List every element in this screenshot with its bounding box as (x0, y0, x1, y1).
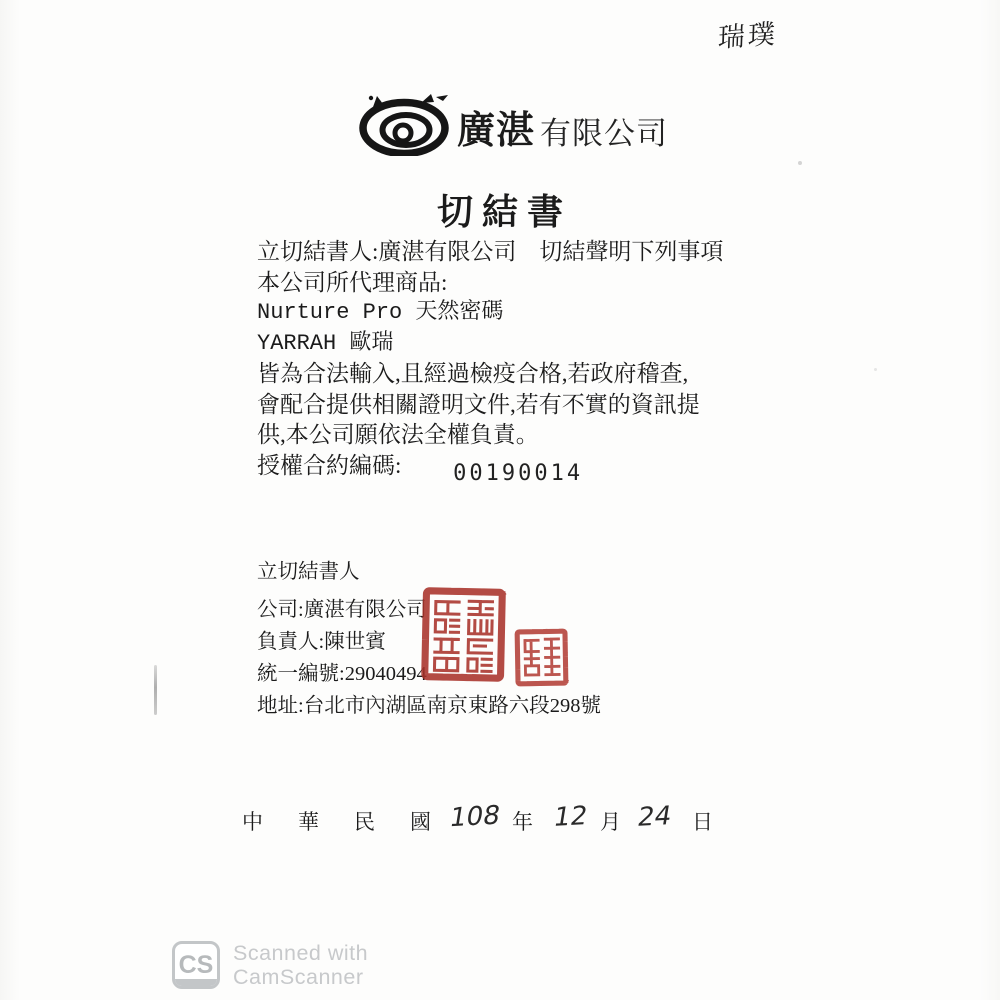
authorization-label: 授權合約編碼: (257, 452, 402, 478)
year-value-handwritten: 108 (447, 800, 503, 834)
company-logo (356, 94, 668, 156)
signatory-address: 地址:台北市內湖區南京東路六段298號 (257, 695, 601, 717)
document-title: 切結書 (436, 192, 572, 232)
signatory-company: 公司:廣湛有限公司 (257, 599, 427, 621)
watermark-line2: CamScanner (233, 965, 364, 989)
product-line-yarrah: YARRAH 歐瑞 (257, 330, 394, 356)
day-value-handwritten: 24 (635, 801, 674, 833)
scan-artifact (874, 368, 877, 371)
camscanner-icon (172, 941, 220, 989)
authorization-code: 00190014 (453, 460, 584, 486)
camscanner-icon-letters: CS (178, 950, 214, 979)
body-line-5: 皆為合法輸入,且經過檢疫合格,若政府稽查, (257, 361, 689, 386)
scan-artifact (154, 665, 157, 715)
month-value-handwritten: 12 (551, 801, 590, 833)
handwritten-note: 瑞璞 (717, 18, 779, 54)
signatory-representative: 負責人:陳世賓 (257, 631, 386, 653)
scan-artifact (798, 161, 802, 165)
day-unit-label: 日 (692, 810, 713, 834)
body-line-6: 會配合提供相關證明文件,若有不實的資訊提 (257, 391, 700, 417)
signatory-tax-id: 統一編號:29040494 (257, 663, 427, 685)
era-label: 中華民國 (242, 810, 466, 834)
logo-company-suffix: 有限公司 (540, 116, 669, 151)
watermark-text (233, 941, 368, 989)
signatory-heading: 立切結書人 (257, 561, 360, 583)
declaration-body (257, 237, 777, 486)
body-line-2: 本公司所代理商品: (257, 269, 448, 295)
personal-seal-stamp (513, 628, 569, 688)
watermark-line1: Scanned with (233, 941, 369, 965)
product-line-nurture-pro: Nurture Pro 天然密碼 (257, 300, 504, 325)
month-unit-label: 月 (600, 810, 621, 834)
date-line (242, 800, 762, 842)
body-line-1: 立切結書人:廣湛有限公司 切結聲明下列事項 (257, 239, 724, 264)
year-unit-label: 年 (512, 810, 533, 834)
company-seal-stamp (420, 586, 507, 683)
body-line-7: 供,本公司願依法全權負責。 (257, 422, 539, 447)
company-logo-icon (356, 94, 452, 156)
camscanner-icon-bar (175, 979, 217, 986)
logo-company-name: 廣湛 (457, 110, 536, 152)
camscanner-watermark (172, 941, 368, 989)
authorization-row (257, 451, 777, 486)
